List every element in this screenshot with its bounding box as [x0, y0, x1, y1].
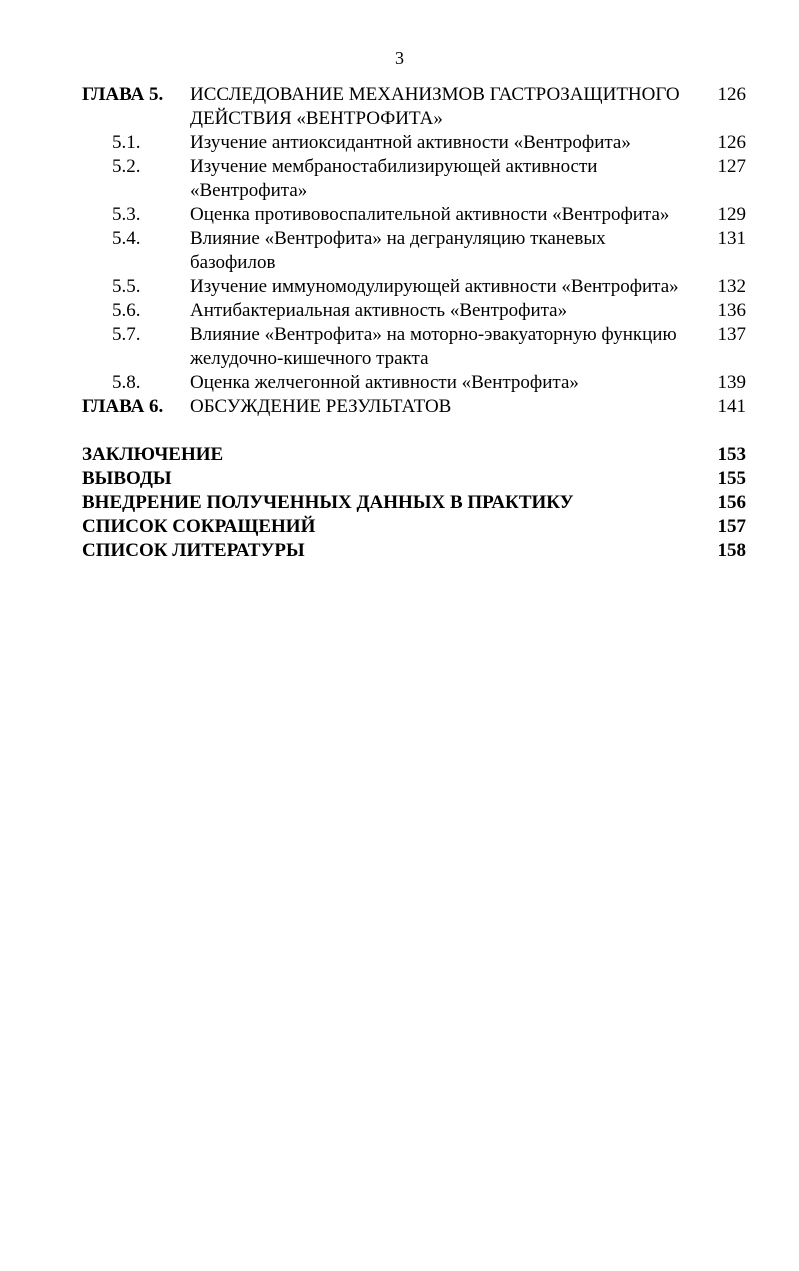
toc-section-5-2[interactable]: [82, 155, 746, 203]
section-number: 5.7.: [112, 324, 141, 345]
toc-references[interactable]: [82, 539, 746, 563]
page-ref: 127: [717, 156, 746, 177]
page-ref: 137: [717, 324, 746, 345]
section-number: 5.5.: [112, 276, 141, 297]
section-title: Влияние «Вентрофита» на дегрануляцию тканевых базофилов: [190, 228, 606, 273]
entry-title: СПИСОК СОКРАЩЕНИЙ: [82, 516, 316, 537]
section-number: 5.4.: [112, 228, 141, 249]
page-ref: 155: [717, 468, 746, 489]
toc-chapter-5[interactable]: [82, 83, 746, 131]
entry-title: ВНЕДРЕНИЕ ПОЛУЧЕННЫХ ДАННЫХ В ПРАКТИКУ: [82, 492, 574, 513]
page-ref: 126: [717, 132, 746, 153]
toc-implementation[interactable]: [82, 491, 746, 515]
section-title: Оценка желчегонной активности «Вентрофита»: [190, 372, 579, 393]
page-ref: 136: [717, 300, 746, 321]
toc-section-5-1[interactable]: [82, 131, 746, 155]
section-title: Антибактериальная активность «Вентрофита»: [190, 300, 568, 321]
toc-section-5-7[interactable]: [82, 323, 746, 371]
section-number: 5.8.: [112, 372, 141, 393]
section-title: Изучение мембраностабилизирующей активности «Вентрофита»: [190, 156, 598, 201]
page-ref: 141: [717, 396, 746, 417]
page-ref: 153: [717, 444, 746, 465]
page-ref: 131: [717, 228, 746, 249]
chapter-label: ГЛАВА 6.: [82, 396, 164, 417]
toc-section-5-8[interactable]: [82, 371, 746, 395]
section-title: Изучение иммуномодулирующей активности «Вентрофита»: [190, 276, 679, 297]
page-number: 3: [395, 48, 404, 68]
entry-title: ВЫВОДЫ: [82, 468, 172, 489]
toc-section-5-4[interactable]: [82, 227, 746, 275]
page-ref: 132: [717, 276, 746, 297]
toc-section-5-3[interactable]: [82, 203, 746, 227]
toc-chapter-6[interactable]: [82, 395, 746, 419]
page-ref: 158: [717, 540, 746, 561]
chapter-label: ГЛАВА 5.: [82, 84, 164, 105]
spacer: [82, 419, 746, 443]
page-ref: 156: [717, 492, 746, 513]
entry-title: ЗАКЛЮЧЕНИЕ: [82, 444, 224, 465]
section-title: Влияние «Вентрофита» на моторно-эвакуаторную функцию желудочно-кишечного тракта: [190, 324, 677, 369]
section-number: 5.2.: [112, 156, 141, 177]
toc-section-5-6[interactable]: [82, 299, 746, 323]
toc-abbreviations[interactable]: [82, 515, 746, 539]
section-title: Оценка противовоспалительной активности «Вентрофита»: [190, 204, 670, 225]
toc-section-5-5[interactable]: [82, 275, 746, 299]
section-number: 5.3.: [112, 204, 141, 225]
page-ref: 126: [717, 84, 746, 105]
toc-conclusion[interactable]: [82, 443, 746, 467]
table-of-contents: [82, 83, 746, 563]
section-number: 5.6.: [112, 300, 141, 321]
section-title: Изучение антиоксидантной активности «Вентрофита»: [190, 132, 631, 153]
page-ref: 157: [717, 516, 746, 537]
page-ref: 129: [717, 204, 746, 225]
chapter-title: ИССЛЕДОВАНИЕ МЕХАНИЗМОВ ГАСТРОЗАЩИТНОГО ДЕЙСТВИЯ «ВЕНТРОФИТА»: [190, 84, 680, 129]
toc-findings[interactable]: [82, 467, 746, 491]
page-ref: 139: [717, 372, 746, 393]
section-number: 5.1.: [112, 132, 141, 153]
entry-title: СПИСОК ЛИТЕРАТУРЫ: [82, 540, 305, 561]
chapter-title: ОБСУЖДЕНИЕ РЕЗУЛЬТАТОВ: [190, 396, 452, 417]
